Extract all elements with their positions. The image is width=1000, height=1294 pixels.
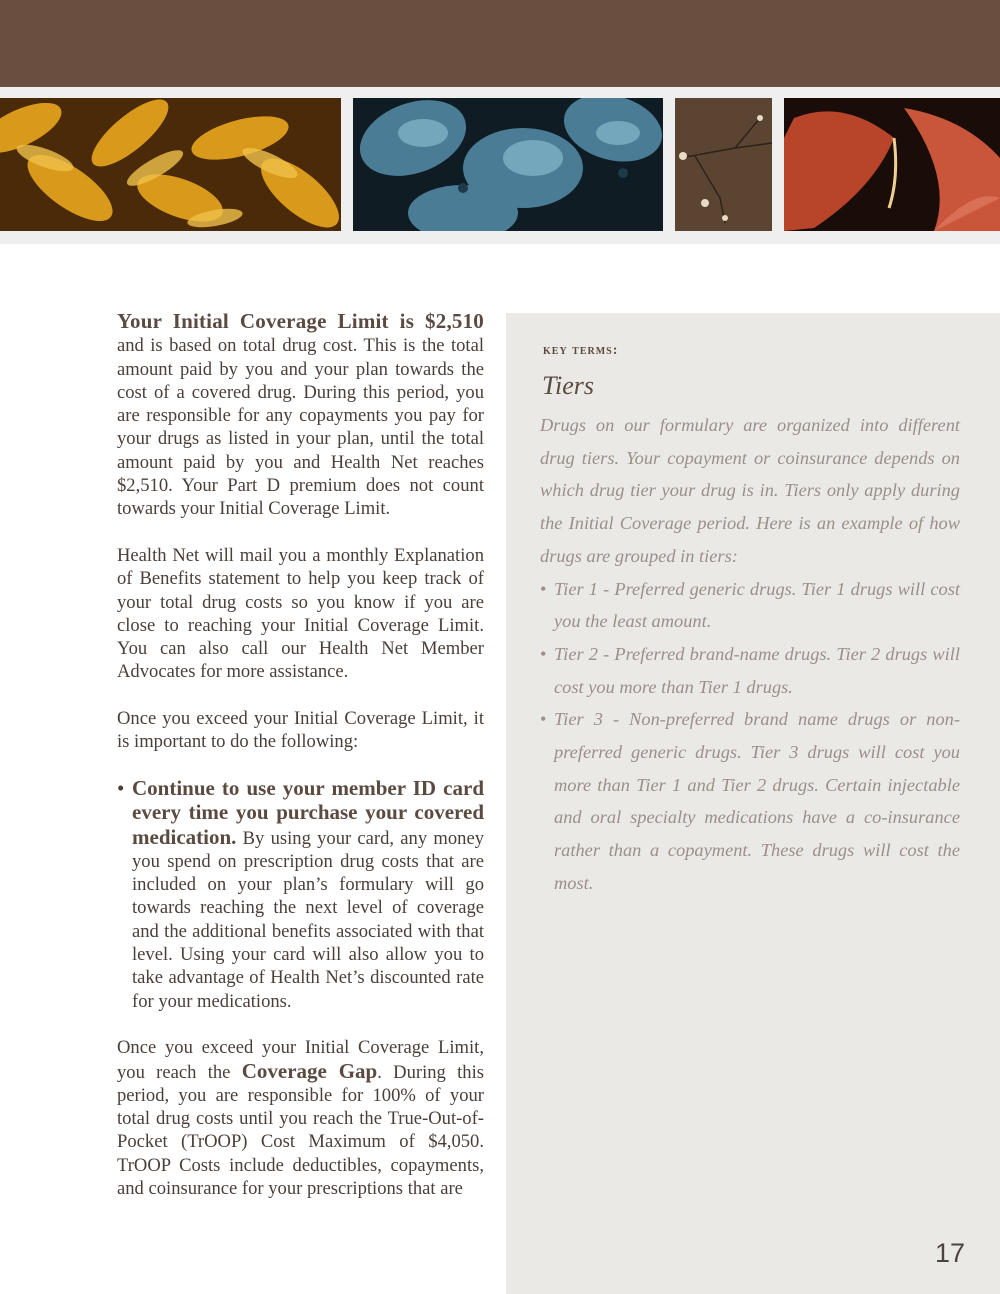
coverage-gap-text-a: Once you exceed your Initial Coverage Limit, you reach the	[117, 1037, 484, 1083]
coverage-gap-text-b: . During this period, you are responsible for 100% of your total drug costs until you reach the True-Out-of-Pocket (TrOOP) Cost Maximum of $4,050. TrOOP Costs include deductibles, copayments, and coinsurance for your prescriptions that are	[117, 1061, 484, 1199]
red-calla-lily-photo	[784, 98, 1000, 231]
key-terms-body	[540, 409, 960, 900]
tier-3-text: Tier 3 - Non-preferred brand name drugs or non-preferred generic drugs. Tier 3 drugs will cost you more than Tier 1 and Tier 2 drugs. Certain injectable and oral specialty medications have a co-insurance rather than a copayment. These drugs will cost the most.	[554, 709, 960, 893]
bullet-dot: •	[117, 775, 125, 800]
yellow-petals-photo	[0, 98, 341, 231]
coverage-gap-term: Coverage Gap	[241, 1058, 378, 1083]
flower-photo-strip	[0, 87, 1000, 244]
initial-coverage-paragraph	[117, 310, 484, 521]
main-text-column	[117, 310, 484, 1224]
bullet-dot: •	[540, 709, 547, 730]
page-number: 17	[935, 1238, 966, 1268]
tier-1-text: Tier 1 - Preferred generic drugs. Tier 1 drugs will cost you the least amount.	[554, 578, 960, 632]
tier-2-text: Tier 2 - Preferred brand-name drugs. Tier 2 drugs will cost you more than Tier 1 drugs.	[554, 643, 960, 697]
dried-flowers-photo	[675, 98, 772, 231]
initial-coverage-text: and is based on total drug cost. This is the total amount paid by you and your plan towards the cost of a covered drug. During this period, you are responsible for any copayments you pay for your drugs as listed in your plan, until the total amount paid by you and Health Net reaches $2,510. Your Part D premium does not count towards your Initial Coverage Limit.	[117, 335, 484, 520]
tier-3-item	[540, 703, 960, 899]
member-id-bullet-text: By using your card, any money you spend on prescription drug costs that are included on your plan’s formulary will go towards reaching the next level of coverage and the additional benefits associated with that level. Using your card will also allow you to take advantage of Health Net’s discounted rate for your medications.	[132, 827, 484, 1012]
bullet-dot: •	[540, 643, 547, 664]
eob-paragraph: Health Net will mail you a monthly Explanation of Benefits statement to help you keep track of your total drug costs so you know if you are close to reaching your Initial Coverage Limit. You can also call our Health Net Member Advocates for more assistance.	[117, 544, 484, 683]
bullet-dot: •	[540, 578, 547, 599]
blue-hydrangea-photo	[353, 98, 663, 231]
key-terms-label: key terms:	[543, 343, 619, 358]
initial-coverage-heading: Your Initial Coverage Limit is $2,510	[117, 309, 484, 333]
member-id-bullet-heading: Continue to use your member ID card every time you purchase your covered medication.	[132, 775, 484, 849]
exceed-limit-paragraph: Once you exceed your Initial Coverage Limit, it is important to do the following:	[117, 708, 484, 753]
header-band	[0, 0, 1000, 87]
member-id-bullet	[117, 777, 484, 1013]
coverage-gap-paragraph	[117, 1036, 484, 1200]
tiers-intro: Drugs on our formulary are organized into different drug tiers. Your copayment or coinsurance depends on which drug tier your drug is in. Tiers only apply during the Initial Coverage period. Here is an example of how drugs are grouped in tiers:	[540, 415, 960, 566]
tier-2-item	[540, 638, 960, 703]
tier-1-item	[540, 573, 960, 638]
key-terms-title: Tiers	[542, 371, 595, 400]
key-terms-sidebar	[506, 313, 1000, 1294]
